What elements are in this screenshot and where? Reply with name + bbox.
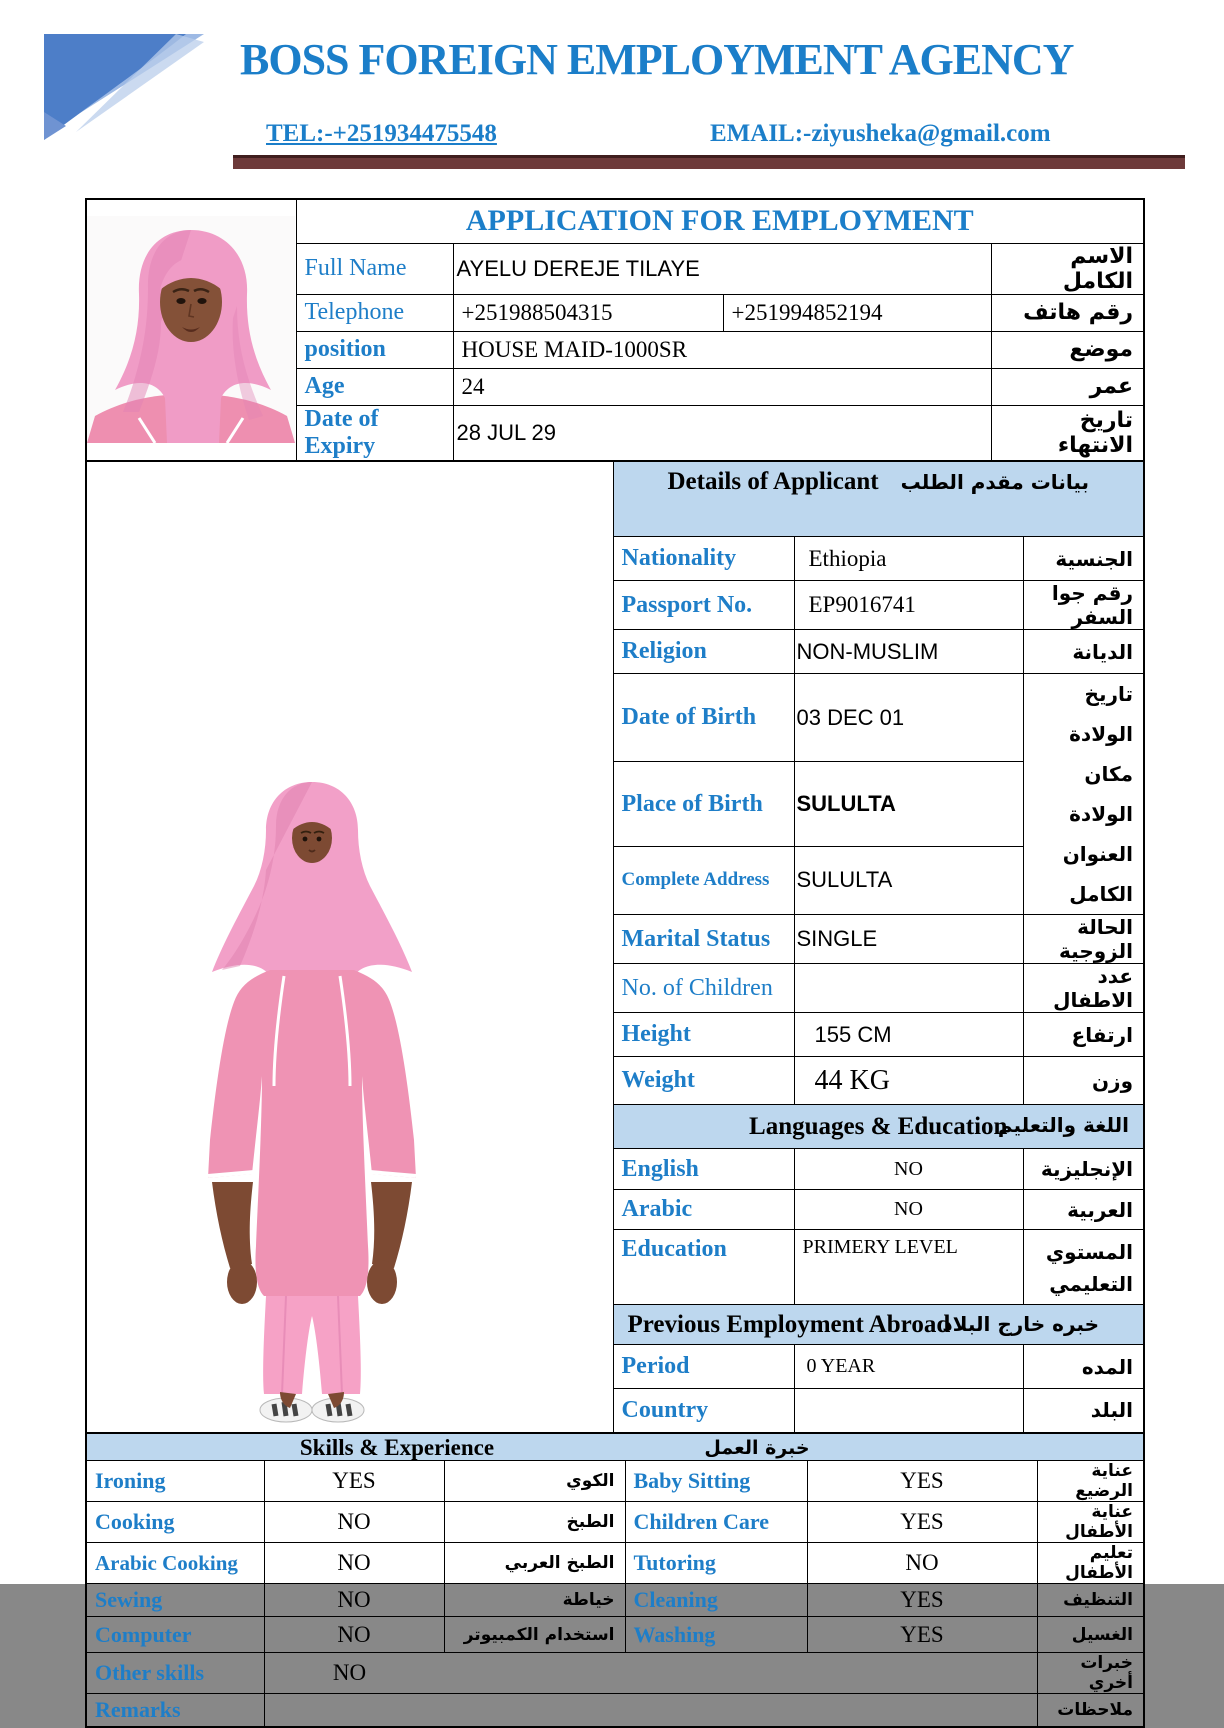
remarks-label-arabic: ملاحظات <box>1037 1694 1144 1727</box>
skills-title-ar: خبرة العمل <box>704 1436 810 1459</box>
period-value: 0 YEAR <box>794 1345 1023 1389</box>
skill-value-tutoring: NO <box>807 1543 1037 1584</box>
details-title-ar: بيانات مقدم الطلب <box>900 469 1090 494</box>
children-label: No. of Children <box>613 964 794 1013</box>
birth-date-label: Date of Birth <box>613 674 794 762</box>
previous-employment-section-header <box>613 1305 1144 1345</box>
skills-table <box>85 1432 1145 1728</box>
header-divider <box>233 155 1185 169</box>
religion-label: Religion <box>613 630 794 674</box>
skill-value-washing: YES <box>807 1617 1037 1653</box>
country-label: Country <box>613 1389 794 1433</box>
religion-value: NON-MUSLIM <box>794 630 1023 674</box>
children-value <box>794 964 1023 1013</box>
other-skills-label: Other skills <box>86 1653 264 1694</box>
marital-label: Marital Status <box>613 915 794 964</box>
skill-value-baby-sitting: YES <box>807 1461 1037 1502</box>
expiry-value: 28 JUL 29 <box>453 405 991 461</box>
skill-value-computer: NO <box>264 1617 444 1653</box>
skill-label-computer: Computer <box>86 1617 264 1653</box>
education-label: Education <box>613 1230 794 1305</box>
address-value: SULULTA <box>794 846 1023 914</box>
languages-title-en: Languages & Education <box>749 1112 1008 1140</box>
address-label: Complete Address <box>613 846 794 914</box>
marital-value: SINGLE <box>794 915 1023 964</box>
position-label-arabic: موضع <box>991 331 1144 368</box>
period-label-arabic: المده <box>1023 1345 1144 1389</box>
skill-label-cooking: Cooking <box>86 1502 264 1543</box>
skill-value-cooking: NO <box>264 1502 444 1543</box>
skill-arabic-cooking: الطبخ <box>444 1502 625 1543</box>
education-label-arabic: المستوي التعليمي <box>1023 1230 1144 1305</box>
telephone-value-1: +251988504315 <box>453 294 723 331</box>
telephone-label-arabic: رقم هاتف <box>991 294 1144 331</box>
previous-employment-title-ar: خبره خارج البلاد <box>942 1312 1099 1336</box>
skill-arabic-baby-sitting: عناية الرضيع <box>1037 1461 1144 1502</box>
skill-arabic-ironing: الكوي <box>444 1461 625 1502</box>
birth-date-value: 03 DEC 01 <box>794 674 1023 762</box>
nationality-label-arabic: الجنسية <box>1023 537 1144 581</box>
skill-label-sewing: Sewing <box>86 1584 264 1617</box>
application-title: APPLICATION FOR EMPLOYMENT <box>296 199 1144 243</box>
skill-arabic-sewing: خياطة <box>444 1584 625 1617</box>
arabic-value: NO <box>794 1190 1023 1230</box>
english-label-arabic: الإنجليزية <box>1023 1149 1144 1190</box>
skill-label-washing: Washing <box>625 1617 807 1653</box>
birth-place-label: Place of Birth <box>613 762 794 846</box>
birth-place-label-arabic: مكان الولادة <box>1069 762 1133 826</box>
passport-value: EP9016741 <box>794 581 1023 630</box>
skill-arabic-washing: الغسيل <box>1037 1617 1144 1653</box>
country-value <box>794 1389 1023 1433</box>
skill-value-ironing: YES <box>264 1461 444 1502</box>
applicant-portrait-photo <box>87 216 295 443</box>
details-title-en: Details of Applicant <box>667 467 879 495</box>
expiry-label: Date of Expiry <box>296 405 453 461</box>
skill-label-cleaning: Cleaning <box>625 1584 807 1617</box>
weight-label-arabic: وزن <box>1023 1057 1144 1105</box>
skill-arabic-children-care: عناية الأطفال <box>1037 1502 1144 1543</box>
full-body-photo-cell <box>86 461 613 1433</box>
other-skills-value: NO <box>332 1660 367 1685</box>
passport-label-arabic: رقم جوا السفر <box>1023 581 1144 630</box>
skill-label-baby-sitting: Baby Sitting <box>625 1461 807 1502</box>
remarks-value <box>264 1694 1037 1727</box>
email-text: EMAIL:-ziyusheka@gmail.com <box>710 120 1051 147</box>
skill-value-cleaning: YES <box>807 1584 1037 1617</box>
previous-employment-title-en: Previous Employment Abroad <box>627 1310 951 1338</box>
nationality-label: Nationality <box>613 537 794 581</box>
nationality-value: Ethiopia <box>794 537 1023 581</box>
birth-date-label-arabic: تاريخ الولادة <box>1069 682 1133 746</box>
age-value: 24 <box>453 368 991 405</box>
skill-label-ironing: Ironing <box>86 1461 264 1502</box>
application-document <box>85 198 1143 1728</box>
english-label: English <box>613 1149 794 1190</box>
passport-label: Passport No. <box>613 581 794 630</box>
age-label: Age <box>296 368 453 405</box>
religion-label-arabic: الديانة <box>1023 630 1144 674</box>
position-value: HOUSE MAID-1000SR <box>453 331 991 368</box>
languages-title-ar: اللغة والتعليم <box>997 1113 1129 1137</box>
telephone-label: Telephone <box>296 294 453 331</box>
skill-arabic-arabic-cooking: الطبخ العربي <box>444 1543 625 1584</box>
skill-value-children-care: YES <box>807 1502 1037 1543</box>
languages-section-header <box>613 1105 1144 1149</box>
skill-value-sewing: NO <box>264 1584 444 1617</box>
other-skills-value-cell <box>264 1653 1037 1694</box>
birth-block-labels-arabic <box>1023 674 1144 915</box>
position-label: position <box>296 331 453 368</box>
agency-logo <box>36 28 212 140</box>
full-name-value: AYELU DEREJE TILAYE <box>453 243 991 294</box>
full-name-label: Full Name <box>296 243 453 294</box>
expiry-label-arabic: تاريخ الانتهاء <box>991 405 1144 461</box>
height-label: Height <box>613 1013 794 1057</box>
address-label-arabic: العنوان الكامل <box>1062 842 1133 906</box>
skills-section-header <box>86 1433 1144 1461</box>
application-header-table <box>85 198 1145 462</box>
agency-name: BOSS FOREIGN EMPLOYMENT AGENCY <box>240 35 1074 84</box>
skill-arabic-cleaning: التنظيف <box>1037 1584 1144 1617</box>
applicant-full-body-photo <box>162 774 462 1424</box>
other-skills-label-arabic: خبرات أخري <box>1037 1653 1144 1694</box>
skill-arabic-computer: استخدام الكمبيوتر <box>444 1617 625 1653</box>
period-label: Period <box>613 1345 794 1389</box>
details-table <box>85 460 1145 1434</box>
age-label-arabic: عمر <box>991 368 1144 405</box>
details-section-header <box>613 461 1144 537</box>
tel-link[interactable]: TEL:-+251934475548 <box>266 120 497 147</box>
children-label-arabic: عدد الاطفال <box>1023 964 1144 1013</box>
english-value: NO <box>794 1149 1023 1190</box>
arabic-label-arabic: العربية <box>1023 1190 1144 1230</box>
height-label-arabic: ارتفاع <box>1023 1013 1144 1057</box>
country-label-arabic: البلد <box>1023 1389 1144 1433</box>
height-value: 155 CM <box>794 1013 1023 1057</box>
weight-value: 44 KG <box>794 1057 1023 1105</box>
skill-label-children-care: Children Care <box>625 1502 807 1543</box>
skill-label-arabic-cooking: Arabic Cooking <box>86 1543 264 1584</box>
telephone-value-2: +251994852194 <box>723 294 991 331</box>
birth-place-value: SULULTA <box>794 762 1023 846</box>
full-name-label-arabic: الاسم الكامل <box>991 243 1144 294</box>
skill-value-arabic-cooking: NO <box>264 1543 444 1584</box>
marital-label-arabic: الحالة الزوجية <box>1023 915 1144 964</box>
arabic-label: Arabic <box>613 1190 794 1230</box>
skill-arabic-tutoring: تعليم الأطفال <box>1037 1543 1144 1584</box>
skills-title-en: Skills & Experience <box>299 1434 495 1460</box>
skill-label-tutoring: Tutoring <box>625 1543 807 1584</box>
contact-row <box>238 120 1143 154</box>
education-value: PRIMERY LEVEL <box>794 1230 1023 1305</box>
remarks-label: Remarks <box>86 1694 264 1727</box>
portrait-photo-cell <box>86 199 296 461</box>
weight-label: Weight <box>613 1057 794 1105</box>
